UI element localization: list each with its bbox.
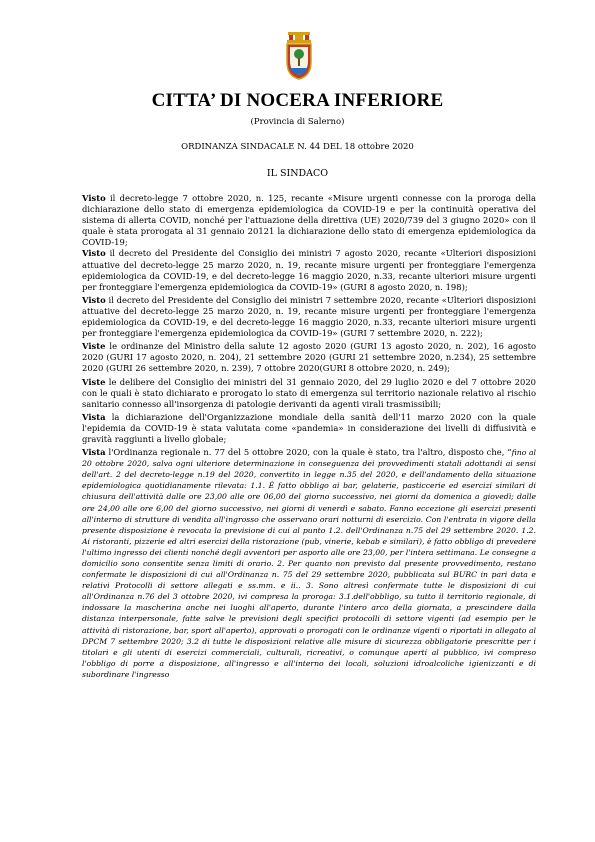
paragraph-dpcm-september (82, 295, 536, 339)
paragraph-text: le ordinanze del Ministro della salute 12 agosto 2020 (GURI 13 agosto 2020, n. 202), 16 agosto 2020 (GURI 17 agosto 2020, n. 204), 21 settembre 2020 (GURI 21 settembre 2020, n.234), 25 settembre 2020 (GURI 26 settembre 2020, n. 239), 7 ottobre 2020(GURI 8 ottobre 2020, n. 249); (82, 341, 536, 374)
province-subtitle: (Provincia di Salerno) (250, 117, 345, 127)
authority-heading: IL SINDACO (266, 168, 329, 179)
paragraph-regional-ordinance (82, 447, 536, 680)
paragraph-lead: Visto (82, 248, 106, 259)
paragraph-text: l'Ordinanza regionale n. 77 del 5 ottobre 2020, con la quale è stato, tra l'altro, disposto che, “ (105, 447, 512, 458)
paragraph-lead: Vista (82, 447, 106, 458)
paragraph-text: il decreto-legge 7 ottobre 2020, n. 125, recante «Misure urgenti connesse con la proroga della dichiarazione dello stato di emergenza epidemiologica da COVID-19 e per la continuità operativa del sistema di allerta COVID, nonché per l'attuazione della direttiva (UE) 2020/739 del 3 giugno 2020» con il quale è stata prorogata al 31 gennaio 20121 la dichiarazione dello stato di emergenza epidemiologica da COVID-19; (82, 193, 536, 248)
quoted-ordinance-text: fino al 20 ottobre 2020, salva ogni ulteriore determinazione in conseguenza dei provvedimenti statali adottandi ai sensi dell'art. 2 del decreto-legge n.19 del 2020, convertito in legge n.35 del 2020, e dell'andamento della situazione epidemiologica quotidianamente rilevata: 1.1. È fatto obbligo ai bar, gelaterie, pasticcerie ed esercizi similari di chiusura dell'attività dalle ore 23,00 alle ore 06,00 del giorno successivo, nei giorni da domenica a giovedì; dalle ore 24,00 alle ore 6,00 del giorno successivo, nei giorni di venerdì e sabato. Fanno eccezione gli esercizi presenti all'interno di strutture di vendita all'ingrosso che osservano orari notturni di esercizio. Con l'entrata in vigore della presente disposizione è revocata la previsione di cui al punto 1.2. dell'Ordinanza n.75 del 29 settembre 2020. 1.2. Ai ristoranti, pizzerie ed altri esercizi della ristorazione (pub, vinerie, kebab e similari), è fatto obbligo di prevedere l'ultimo ingresso dei clienti nonché degli avventori per asporto alle ore 23,00, per l'intera settimana. Le consegne a domicilio sono consentite senza limiti di orario. 2. Per quanto non previsto dal presente provvedimento, restano confermate le disposizioni di cui all'Ordinanza n. 75 del 29 settembre 2020, pubblicata sul BURC in pari data e relativi Protocolli di settore allegati e ss.mm. e ii.. 3. Sono altresì confermate tutte le disposizioni di cui all'Ordinanza n.76 del 3 ottobre 2020, ivi compresa la proroga: 3.1.dell'obbligo, su tutto il territorio regionale, di indossare la mascherina anche nei luoghi all'aperto, durante l'intero arco della giornata, a prescindere dalla distanza interpersonale, fatte salve le previsioni degli specifici protocolli di settore vigenti (ad esempio per le attività di ristorazione, bar, sport all'aperto), approvati o prorogati con le ordinanze vigenti o riportati in allegato al DPCM 7 settembre 2020; 3.2 di tutte le disposizioni relative alle misure di sicurezza obbligatorie prescritte per i titolari e gli utenti di esercizi commerciali, culturali, ricreativi, o comunque aperti al pubblico, ivi compreso l'obbligo di porre a disposizione, all'ingresso e all'interno dei locali, soluzioni idroalcoliche igienizzanti e di subordinare l'ingresso (82, 448, 537, 679)
coat-of-arms-icon (285, 30, 313, 80)
paragraph-decree-125 (82, 193, 536, 248)
paragraph-text: la dichiarazione dell'Organizzazione mondiale della sanità dell'11 marzo 2020 con la quale l'epidemia da COVID-19 è stata valutata come «pandemia» in considerazione dei livelli di diffusività e gravità raggiunti a livello globale; (82, 411, 536, 444)
paragraph-lead: Visto (82, 294, 106, 305)
paragraph-health-ordinances (82, 341, 536, 374)
document-body (82, 193, 536, 680)
paragraph-council-resolutions (82, 377, 536, 410)
paragraph-text: le delibere del Consiglio dei ministri del 31 gennaio 2020, del 29 luglio 2020 e del 7 ottobre 2020 con le quali è stato dichiarato e prorogato lo stato di emergenza sul territorio nazionale relativo al rischio sanitario connesso all'insorgenza di patologie derivanti da agenti virali trasmissibili; (82, 376, 536, 409)
paragraph-text: il decreto del Presidente del Consiglio dei ministri 7 settembre 2020, recante «Ulteriori disposizioni attuative del decreto-legge 25 marzo 2020, n. 19, recante misure urgenti per fronteggiare l'emergenza epidemiologica da COVID-19, e del decreto-legge 16 maggio 2020, n.33, recante ulteriori misure urgenti per fronteggiare l'emergenza epidemiologica da COVID-19» (GURI 7 settembre 2020, n. 222); (82, 294, 536, 339)
paragraph-lead: Viste (82, 376, 106, 387)
paragraph-lead: Vista (82, 411, 106, 422)
paragraph-dpcm-august (82, 248, 536, 292)
paragraph-text: il decreto del Presidente del Consiglio dei ministri 7 agosto 2020, recante «Ulteriori disposizioni attuative del decreto-legge 25 marzo 2020, n. 19, recante misure urgenti per fronteggiare l'emergenza epidemiologica da COVID-19, e del decreto-legge 16 maggio 2020, n.33, recante ulteriori misure urgenti per fronteggiare l'emergenza epidemiologica da COVID-19» (GURI 8 agosto 2020, n. 198); (82, 248, 536, 292)
paragraph-who-declaration (82, 412, 536, 445)
city-title: CITTA’ DI NOCERA INFERIORE (151, 90, 444, 111)
ordinance-number: ORDINANZA SINDACALE N. 44 DEL 18 ottobre 2020 (181, 142, 414, 152)
paragraph-lead: Viste (82, 341, 106, 352)
paragraph-lead: Visto (82, 193, 106, 203)
